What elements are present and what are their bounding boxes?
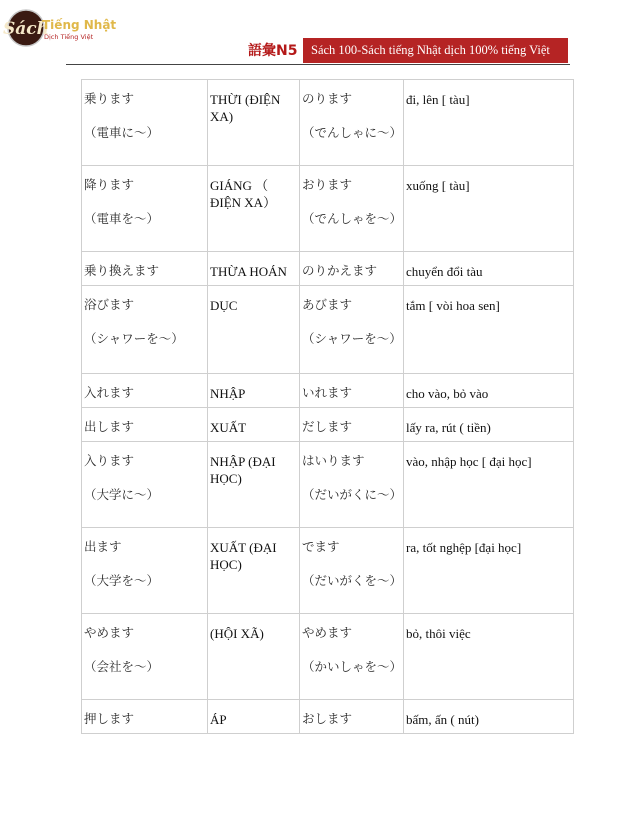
meaning-cell-text: bỏ, thôi việc: [406, 626, 471, 641]
hanviet-cell-text: (HỘI XÃ): [210, 626, 264, 641]
header-divider: [66, 64, 570, 65]
kanji-cell-text: 乗ります: [84, 91, 135, 106]
kanji-cell-note: （シャワーを～）: [84, 331, 184, 346]
kanji-cell: [82, 166, 208, 252]
table-row: [82, 408, 574, 442]
kanji-cell-text: 乗り換えます: [84, 263, 160, 278]
meaning-cell: [404, 374, 574, 408]
kanji-cell-note: （会社を～）: [84, 659, 160, 674]
kana-cell: [300, 442, 404, 528]
book-title-banner: Sách 100-Sách tiếng Nhật dịch 100% tiếng Việt: [303, 38, 568, 63]
hanviet-cell-text: GIÁNG （ ĐIỆN XA）: [210, 178, 277, 210]
kana-cell-text: あびます: [302, 297, 353, 312]
kana-cell: [300, 286, 404, 374]
kanji-cell-text: 浴びます: [84, 297, 135, 312]
kana-cell-note: （でんしゃを～）: [302, 211, 403, 226]
meaning-cell: [404, 408, 574, 442]
kanji-cell: [82, 528, 208, 614]
meaning-cell: [404, 286, 574, 374]
kana-cell-text: はいります: [302, 453, 365, 468]
meaning-cell-text: bấm, ấn ( nút): [406, 712, 479, 727]
kana-cell: [300, 80, 404, 166]
hanviet-cell-text: XUẤT: [210, 420, 247, 435]
kanji-cell-text: 出します: [84, 419, 135, 434]
meaning-cell: [404, 528, 574, 614]
hanviet-cell-text: NHẬP (ĐẠI HỌC): [210, 454, 276, 486]
kanji-cell: [82, 252, 208, 286]
brand-logo-mark: [2, 8, 117, 48]
meaning-cell: [404, 442, 574, 528]
vocabulary-table-body: [82, 80, 574, 734]
hanviet-cell: [208, 252, 300, 286]
kanji-cell-text: 降ります: [84, 177, 135, 192]
hanviet-cell: [208, 614, 300, 700]
kanji-cell: [82, 614, 208, 700]
kanji-cell-text: やめます: [84, 625, 135, 640]
kanji-cell: [82, 700, 208, 734]
hanviet-cell-text: THỪI (ĐIỆN XA): [210, 92, 281, 124]
kana-cell: [300, 614, 404, 700]
hanviet-cell-text: ÁP: [210, 712, 227, 727]
table-row: [82, 286, 574, 374]
kanji-cell-text: 押します: [84, 711, 135, 726]
table-row: [82, 374, 574, 408]
svg-text:Dịch Tiếng Việt: Dịch Tiếng Việt: [44, 33, 94, 41]
hanviet-cell-text: NHẬP: [210, 386, 246, 401]
hanviet-cell: [208, 408, 300, 442]
kana-cell-text: のります: [302, 91, 353, 106]
meaning-cell-text: xuống [ tàu]: [406, 178, 470, 193]
hanviet-cell-text: XUẤT (ĐẠI HỌC): [210, 540, 277, 572]
hanviet-cell: [208, 166, 300, 252]
table-row: [82, 80, 574, 166]
hanviet-cell-text: THỪA HOÁN: [210, 264, 287, 279]
table-row: [82, 252, 574, 286]
kana-cell-note: （でんしゃに～）: [302, 125, 403, 140]
table-row: [82, 528, 574, 614]
kana-cell-text: でます: [302, 539, 340, 554]
vocabulary-table: [81, 79, 574, 734]
kana-cell-text: やめます: [302, 625, 353, 640]
meaning-cell: [404, 80, 574, 166]
hanviet-cell: [208, 374, 300, 408]
kanji-cell-text: 出ます: [84, 539, 122, 554]
kana-cell: [300, 166, 404, 252]
kana-cell-text: だします: [302, 419, 353, 434]
kanji-cell-text: 入れます: [84, 385, 135, 400]
kana-cell-text: いれます: [302, 385, 353, 400]
meaning-cell: [404, 614, 574, 700]
meaning-cell-text: vào, nhập học [ đại học]: [406, 454, 532, 469]
kana-cell-text: おします: [302, 711, 353, 726]
kanji-cell: [82, 442, 208, 528]
kanji-cell-note: （大学を～）: [84, 573, 160, 588]
brand-logo: [2, 8, 117, 48]
table-row: [82, 166, 574, 252]
kana-cell: [300, 700, 404, 734]
kana-cell-note: （シャワーを～）: [302, 331, 402, 346]
meaning-cell-text: chuyển đổi tàu: [406, 264, 483, 279]
kana-cell: [300, 408, 404, 442]
meaning-cell: [404, 166, 574, 252]
meaning-cell: [404, 252, 574, 286]
level-label: 語彙N5: [248, 43, 298, 59]
meaning-cell-text: cho vào, bỏ vào: [406, 386, 489, 401]
kana-cell-text: のりかえます: [302, 263, 378, 278]
table-row: [82, 700, 574, 734]
hanviet-cell-text: DỤC: [210, 298, 238, 313]
kana-cell-text: おります: [302, 177, 353, 192]
hanviet-cell: [208, 528, 300, 614]
meaning-cell-text: tắm [ vòi hoa sen]: [406, 298, 500, 313]
table-row: [82, 442, 574, 528]
kanji-cell: [82, 286, 208, 374]
meaning-cell-text: lấy ra, rút ( tiền): [406, 420, 491, 435]
kanji-cell-note: （電車を～）: [84, 211, 160, 226]
kanji-cell-note: （電車に～）: [84, 125, 160, 140]
meaning-cell: [404, 700, 574, 734]
kanji-cell-note: （大学に～）: [84, 487, 160, 502]
kanji-cell-text: 入ります: [84, 453, 135, 468]
kana-cell: [300, 252, 404, 286]
kanji-cell: [82, 80, 208, 166]
kanji-cell: [82, 374, 208, 408]
meaning-cell-text: ra, tốt nghệp [đại học]: [406, 540, 522, 555]
kana-cell-note: （かいしゃを～）: [302, 659, 403, 674]
hanviet-cell: [208, 700, 300, 734]
svg-text:Tiếng Nhật: Tiếng Nhật: [42, 18, 117, 32]
hanviet-cell: [208, 80, 300, 166]
hanviet-cell: [208, 286, 300, 374]
hanviet-cell: [208, 442, 300, 528]
svg-text:Sách: Sách: [2, 19, 50, 39]
kana-cell-note: （だいがくを～）: [302, 573, 403, 588]
kanji-cell: [82, 408, 208, 442]
kana-cell: [300, 374, 404, 408]
table-row: [82, 614, 574, 700]
meaning-cell-text: đi, lên [ tàu]: [406, 92, 470, 107]
kana-cell-note: （だいがくに～）: [302, 487, 403, 502]
kana-cell: [300, 528, 404, 614]
